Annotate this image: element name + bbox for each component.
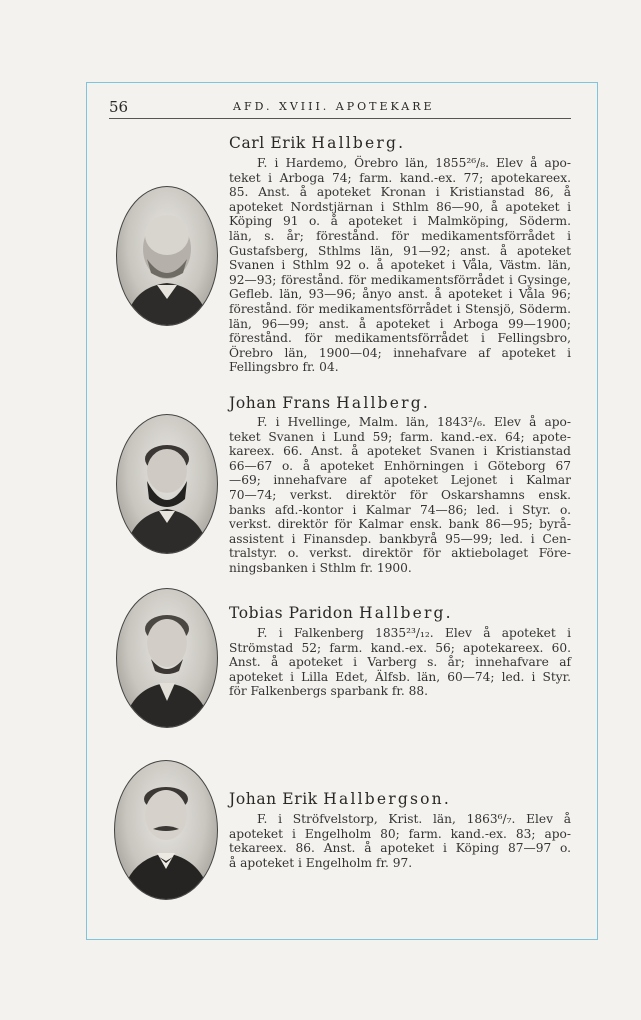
bio-line: förestånd. för medikamentsförrådet i Stensjö, Söderm.	[229, 301, 571, 316]
bio-line: Anst. å apoteket i Varberg s. år; innehafvare af	[229, 655, 571, 670]
bio-line: Örebro län, 1900—04; innehafvare af apoteket i	[229, 345, 571, 360]
bio-line: Svanen i Sthlm 92 o. å apoteket i Våla, Västm. län,	[229, 258, 571, 273]
surname: Hallbergson.	[323, 790, 451, 808]
entry-name	[229, 394, 430, 412]
page-number: 56	[109, 98, 129, 116]
bio-line: apoteket Nordstjärnan i Sthlm 86—90, å apoteket i	[229, 199, 571, 214]
bio-line: teket i Arboga 74; farm. kand.-ex. 77; apotekareex.	[229, 170, 571, 185]
entry-bio	[229, 415, 571, 576]
portrait-johan-erik-hallbergson	[114, 760, 218, 900]
bio-line: verkst. direktör för Kalmar ensk. bank 86—95; byrå-	[229, 517, 571, 532]
bio-line: län, s. år; förestånd. för medikamentsförrådet i	[229, 228, 571, 243]
bio-line: förestånd. för medikamentsförrådet i Fellingsbro,	[229, 331, 571, 346]
bio-line: Gustafsberg, Sthlms län, 91—92; anst. å apoteket	[229, 243, 571, 258]
bio-line: 70—74; verkst. direktör för Oskarshamns ensk.	[229, 487, 571, 502]
bio-line: F. i Falkenberg 1835²³/₁₂. Elev å apoteket i	[257, 626, 571, 640]
bio-line: —69; innehafvare af apoteket Lejonet i Kalmar	[229, 473, 571, 488]
bio-line: Strömstad 52; farm. kand.-ex. 56; apotekareex. 60.	[229, 640, 571, 655]
bio-line: Fellingsbro fr. 04.	[229, 360, 339, 375]
bio-line: kareex. 66. Anst. å apoteket Svanen i Kristianstad	[229, 444, 571, 459]
bio-line: ningsbanken i Sthlm fr. 1900.	[229, 560, 412, 575]
first-names: Johan Frans	[229, 394, 331, 412]
bio-line: apoteket i Engelholm 80; farm. kand.-ex. 83; apo-	[229, 826, 571, 841]
bio-line: för Falkenbergs sparbank fr. 88.	[229, 684, 429, 699]
bio-line: 92—93; förestånd. för medikamentsförrådet i Gysinge,	[229, 272, 571, 287]
first-names: Carl Erik	[229, 134, 306, 152]
portrait-carl-erik-hallberg	[116, 186, 218, 326]
first-names: Johan Erik	[229, 790, 318, 808]
bio-line: banks afd.-kontor i Kalmar 74—86; led. i Styr. o.	[229, 502, 571, 517]
bio-line: F. i Hardemo, Örebro län, 1855²⁶/₈. Elev å apo-	[257, 156, 571, 170]
bio-line: Gefleb. län, 93—96; ånyo anst. å apoteket i Våla 96;	[229, 287, 571, 302]
first-names: Tobias Paridon	[229, 604, 354, 622]
entry-bio	[229, 156, 571, 375]
entry-bio	[229, 626, 571, 699]
bio-line: apoteket i Lilla Edet, Älfsb. län, 60—74; led. i Styr.	[229, 669, 571, 684]
bio-line: å apoteket i Engelholm fr. 97.	[229, 855, 413, 870]
entry-name	[229, 604, 453, 622]
entry-name	[229, 134, 405, 152]
bio-line: län, 96—99; anst. å apoteket i Arboga 99—1900;	[229, 316, 571, 331]
bio-line: F. i Ströfvelstorp, Krist. län, 1863⁶/₇. Elev å	[257, 812, 571, 826]
entry-name	[229, 790, 451, 808]
surname: Hallberg.	[311, 134, 406, 152]
portrait-tobias-paridon-hallberg	[116, 588, 218, 728]
bio-line: teket Svanen i Lund 59; farm. kand.-ex. 64; apote-	[229, 429, 571, 444]
bio-line: 66—67 o. å apoteket Enhörningen i Göteborg 67	[229, 458, 571, 473]
entry-bio	[229, 812, 571, 870]
portrait-johan-frans-hallberg	[116, 414, 218, 554]
bio-line: tralstyr. o. verkst. direktör för aktiebolaget Före-	[229, 546, 571, 561]
surname: Hallberg.	[358, 604, 453, 622]
bio-line: 85. Anst. å apoteket Kronan i Kristianstad 86, å	[229, 185, 571, 200]
bio-line: F. i Hvellinge, Malm. län, 1843²/₆. Elev å apo-	[257, 415, 571, 429]
surname: Hallberg.	[336, 394, 430, 412]
bio-line: tekareex. 86. Anst. å apoteket i Köping 87—97 o.	[229, 841, 571, 856]
running-head: AFD. XVIII. APOTEKARE	[233, 100, 435, 113]
bio-line: Köping 91 o. å apoteket i Malmköping, Söderm.	[229, 214, 571, 229]
bio-line: assistent i Finansdep. bankbyrå 95—99; led. i Cen-	[229, 531, 571, 546]
page-header	[109, 98, 571, 119]
